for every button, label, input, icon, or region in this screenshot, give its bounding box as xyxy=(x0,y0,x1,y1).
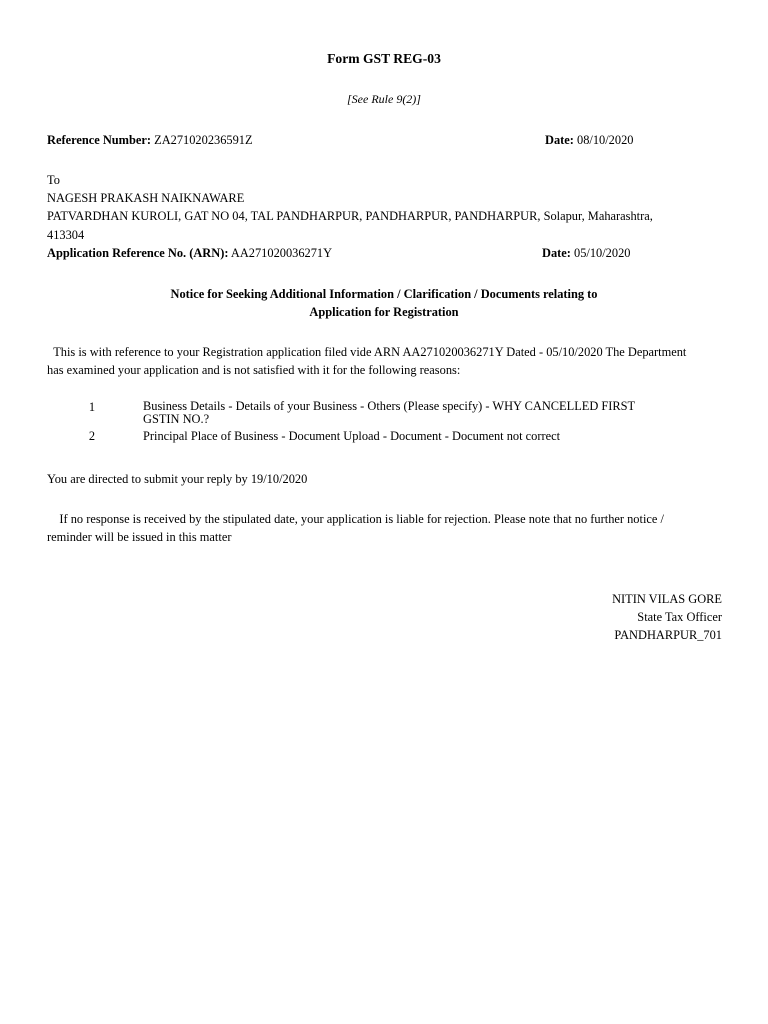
reason-text xyxy=(143,400,635,426)
application-date-label: Date: xyxy=(542,246,571,260)
reference-number-value: ZA271020236591Z xyxy=(154,133,253,147)
recipient-name: NAGESH PRAKASH NAIKNAWARE xyxy=(47,191,245,205)
reason-text-line: Business Details - Details of your Business - Others (Please specify) - WHY CANCELLED FIRST xyxy=(143,399,636,413)
form-rule: [See Rule 9(2)] xyxy=(347,92,421,106)
arn-label: Application Reference No. (ARN): xyxy=(47,246,229,260)
reference-number xyxy=(47,133,253,148)
signatory-designation: State Tax Officer xyxy=(637,610,722,624)
rejection-paragraph-text1: If no response is received by the stipulated date, your application is liable for rejection. Please note that no further notice / xyxy=(59,512,664,526)
reference-date-label: Date: xyxy=(545,133,574,147)
reason-number: 1 xyxy=(88,400,96,414)
recipient-address-line2: 413304 xyxy=(47,228,85,242)
reference-date xyxy=(545,133,633,148)
recipient-address-line1: PATVARDHAN KUROLI, GAT NO 04, TAL PANDHARPUR, PANDHARPUR, PANDHARPUR, Solapur, Maharashtra, xyxy=(47,209,653,223)
reason-text: Principal Place of Business - Document Upload - Document - Document not correct xyxy=(143,429,561,443)
application-date-value: 05/10/2020 xyxy=(574,246,631,260)
notice-heading-line2: Application for Registration xyxy=(309,305,459,319)
application-reference xyxy=(47,246,332,261)
reference-date-value: 08/10/2020 xyxy=(577,133,634,147)
application-date xyxy=(542,246,630,261)
reference-paragraph-line2: has examined your application and is not satisfied with it for the following reasons: xyxy=(47,363,461,377)
notice-heading-line1: Notice for Seeking Additional Information / Clarification / Documents relating to xyxy=(170,287,598,301)
reference-number-label: Reference Number: xyxy=(47,133,152,147)
reference-paragraph-line1 xyxy=(47,345,686,360)
reply-deadline: You are directed to submit your reply by 19/10/2020 xyxy=(47,472,308,486)
rejection-paragraph-line2: reminder will be issued in this matter xyxy=(47,530,232,544)
rejection-paragraph-line1 xyxy=(47,512,664,527)
recipient-to: To xyxy=(47,173,60,187)
form-title: Form GST REG-03 xyxy=(327,51,441,66)
reference-paragraph-text1: This is with reference to your Registration application filed vide ARN AA271020036271Y Dated - 05/10/2020 The Department xyxy=(53,345,687,359)
arn-value: AA271020036271Y xyxy=(230,246,333,260)
reason-number: 2 xyxy=(88,429,96,443)
signatory-name: NITIN VILAS GORE xyxy=(612,592,722,606)
signatory-office: PANDHARPUR_701 xyxy=(614,628,722,642)
reason-text-line: GSTIN NO.? xyxy=(143,412,210,426)
